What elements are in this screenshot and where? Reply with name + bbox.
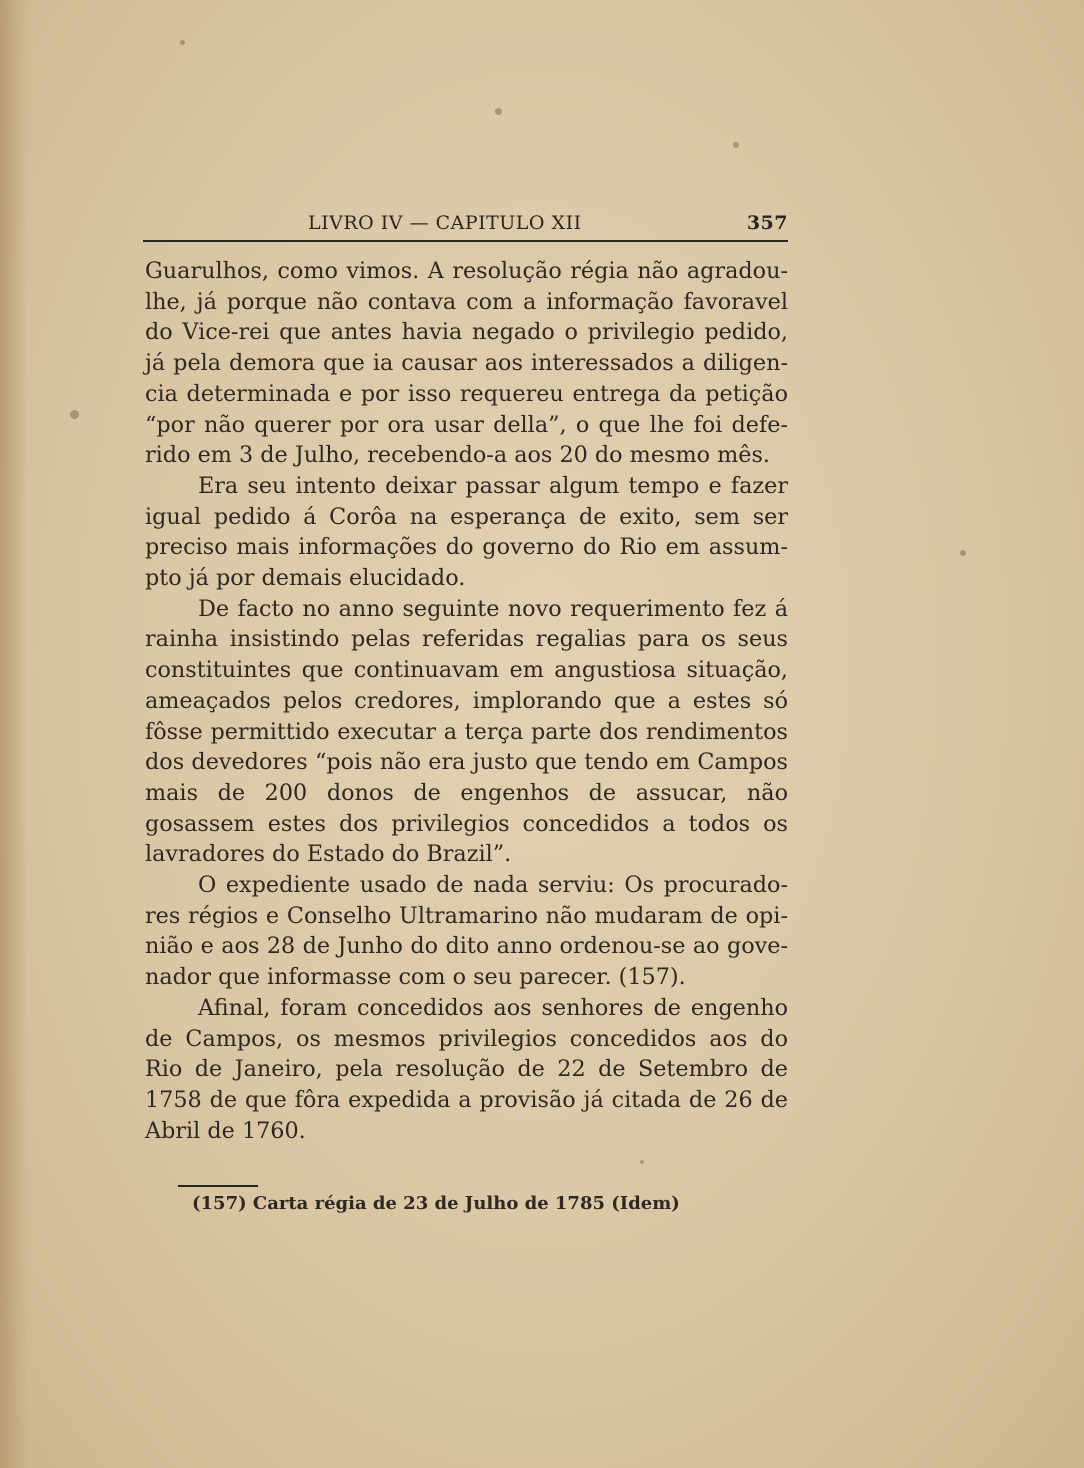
- footnote-rule: [178, 1185, 258, 1187]
- paper-speck: [180, 40, 185, 45]
- footnote: (157) Carta régia de 23 de Julho de 1785 (Idem): [192, 1193, 680, 1214]
- paragraph: O expediente usado de nada serviu: Os procuradores régios e Conselho Ultramarino não mudaram de opinião e aos 28 de Junho do dito anno ordenou-se ao govenador que informasse com o seu parecer. (157).: [145, 872, 788, 991]
- paragraph: De facto no anno seguinte novo requerimento fez á rainha insistindo pelas referidas regalias para os seus constituintes que continuavam em angustiosa situação, ameaçados pelos credores, implorando que a estes só fôsse permittido executar a terça parte dos rendimentos dos devedores “pois não era justo que tendo em Campos mais de 200 donos de engenhos de assucar, não gosassem estes dos privilegios concedidos a todos os lavradores do Estado do Brazil”.: [145, 595, 788, 868]
- paragraph: Afinal, foram concedidos aos senhores de engenho de Campos, os mesmos privilegios concedidos aos do Rio de Janeiro, pela resolução de 22 de Setembro de 1758 de que fôra expedida a provisão já citada de 26 de Abril de 1760.: [145, 994, 788, 1144]
- page-edge-shadow: [0, 0, 28, 1468]
- paper-speck: [495, 108, 502, 115]
- paper-speck: [70, 410, 79, 419]
- running-header: [143, 208, 788, 242]
- running-title: LIVRO IV — CAPITULO XII: [308, 212, 582, 234]
- paragraph: Guarulhos, como vimos. A resolução régia não agradoulhe, já porque não contava com a informação favoravel do Vice-rei que antes havia negado o privilegio pedido, já pela demora que ia causar aos interessados a diligencia determinada e por isso requereu entrega da petição “por não querer por ora usar della”, o que lhe foi deferido em 3 de Julho, recebendo-a aos 20 do mesmo mês.: [145, 258, 788, 469]
- paper-speck: [640, 1160, 644, 1164]
- paragraph: Era seu intento deixar passar algum tempo e fazer igual pedido á Corôa na esperança de exito, sem ser preciso mais informações do governo do Rio em assumpto já por demais elucidado.: [145, 472, 788, 592]
- page-number: 357: [746, 212, 788, 234]
- body-text: [145, 256, 788, 1146]
- paper-speck: [733, 142, 739, 148]
- paper-speck: [960, 550, 966, 556]
